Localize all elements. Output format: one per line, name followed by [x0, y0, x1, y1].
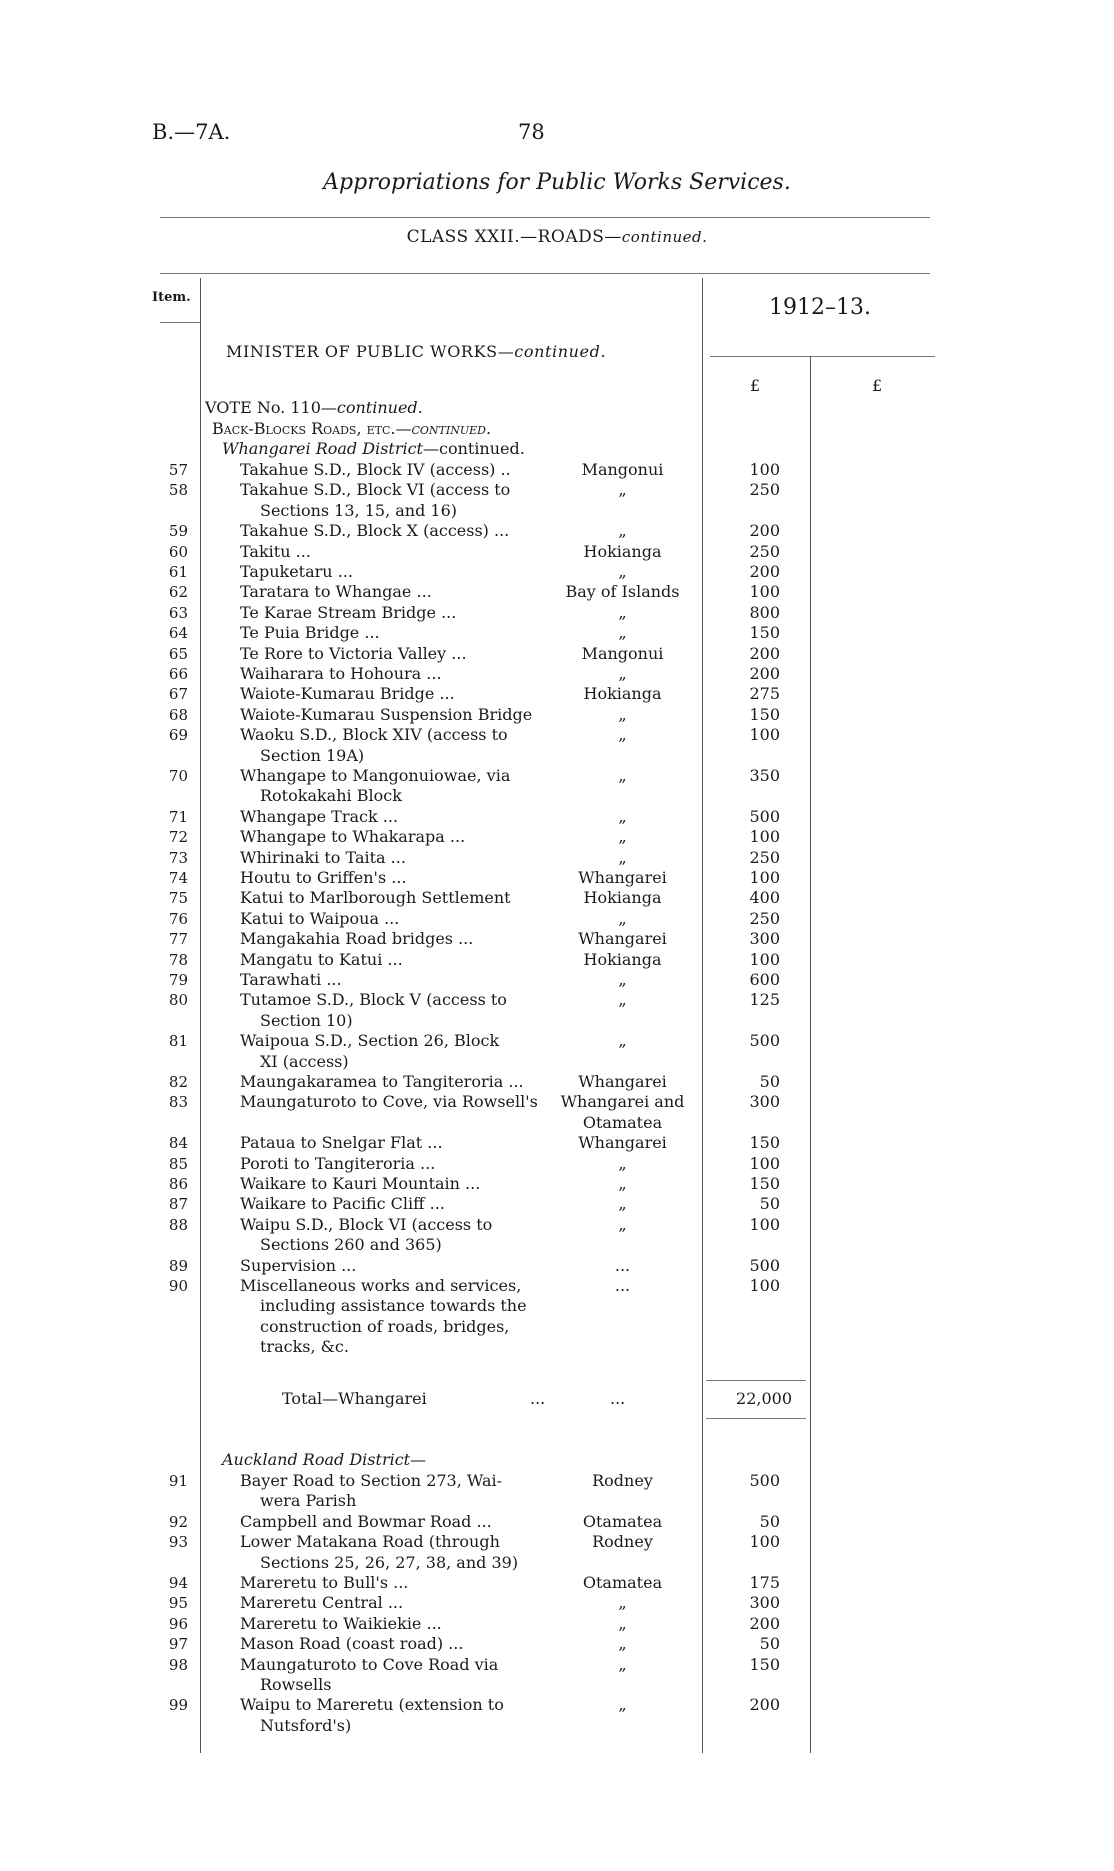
item-amount: 200 — [749, 643, 780, 663]
item-description: Pataua to Snelgar Flat ... — [240, 1133, 443, 1153]
item-amount: 150 — [749, 704, 780, 724]
item-amount: 500 — [749, 806, 780, 826]
table-row — [0, 562, 1114, 582]
item-description: Tutamoe S.D., Block V (access to — [240, 990, 507, 1010]
table-row — [0, 521, 1114, 541]
electoral-district: Hokianga — [583, 949, 662, 969]
item-number: 73 — [168, 848, 188, 867]
electoral-district: Otamatea — [582, 1573, 663, 1592]
electoral-district: „ — [618, 806, 627, 826]
whangarei-heading-cont: —continued. — [422, 439, 525, 458]
total-dots-1: ... — [530, 1389, 546, 1408]
item-description: Takahue S.D., Block VI (access to — [240, 480, 511, 500]
item-description-cont: Nutsford's) — [260, 1715, 352, 1735]
table-row — [0, 766, 1114, 806]
item-number: 71 — [168, 807, 188, 826]
item-description: Lower Matakana Road (through — [240, 1532, 500, 1552]
auckland-heading: Auckland Road District— — [222, 1450, 427, 1469]
table-row — [0, 807, 1114, 827]
item-description: Whirinaki to Taita ... — [240, 847, 406, 867]
item-description-cont: wera Parish — [260, 1491, 357, 1511]
table-row — [0, 1133, 1114, 1153]
item-number: 89 — [168, 1256, 188, 1275]
electoral-district: „ — [618, 1194, 627, 1214]
table-row — [0, 664, 1114, 684]
item-number: 79 — [168, 971, 188, 989]
item-number: 60 — [168, 542, 188, 561]
electoral-district: „ — [618, 664, 627, 683]
item-description-cont: Rowsells — [260, 1674, 332, 1694]
pound-symbol-col1: £ — [750, 376, 761, 395]
item-description: Mangatu to Katui ... — [240, 949, 403, 969]
item-number: 81 — [168, 1032, 188, 1051]
table-row — [0, 542, 1114, 562]
item-description: Katui to Marlborough Settlement — [240, 888, 511, 908]
item-amount: 350 — [749, 766, 780, 785]
item-description: Waipu S.D., Block VI (access to — [240, 1214, 493, 1234]
table-row — [0, 684, 1114, 704]
item-amount: 300 — [749, 1092, 780, 1112]
item-description: Campbell and Bowmar Road ... — [240, 1511, 492, 1531]
item-description: Whangape to Mangonuiowae, via — [240, 766, 511, 785]
item-description: Katui to Waipoua ... — [240, 908, 400, 928]
electoral-district: „ — [618, 1214, 627, 1234]
item-description: Tapuketaru ... — [240, 562, 353, 581]
item-number: 68 — [168, 705, 188, 724]
electoral-district: Mangonui — [581, 643, 664, 663]
item-amount: 800 — [749, 602, 780, 622]
item-amount: 500 — [749, 1031, 780, 1051]
item-amount: 275 — [749, 684, 780, 704]
electoral-district: „ — [618, 908, 627, 928]
electoral-district: Hokianga — [583, 684, 662, 704]
class-heading-text: CLASS XXII.—ROADS— — [406, 227, 622, 247]
item-description-cont: construction of roads, bridges, — [260, 1316, 510, 1336]
item-amount: 200 — [749, 562, 780, 581]
item-amount: 100 — [749, 460, 780, 479]
item-amount: 250 — [749, 541, 780, 561]
year-column-header: 1912–13. — [769, 295, 871, 320]
electoral-district: ... — [614, 1255, 631, 1275]
item-number: 96 — [168, 1614, 188, 1633]
minister-heading — [226, 342, 606, 361]
table-row — [0, 1092, 1114, 1132]
electoral-district: „ — [618, 725, 627, 745]
electoral-district: „ — [618, 766, 627, 785]
item-description-cont: tracks, &c. — [260, 1337, 349, 1357]
table-row — [0, 1512, 1114, 1532]
item-amount: 250 — [749, 908, 780, 928]
electoral-district: ... — [614, 1276, 631, 1295]
table-row — [0, 990, 1114, 1030]
table-row — [0, 1072, 1114, 1092]
table-row — [0, 1194, 1114, 1214]
table-row — [0, 623, 1114, 643]
table-row — [0, 644, 1114, 664]
item-description: Waipoua S.D., Section 26, Block — [240, 1031, 500, 1051]
item-number: 64 — [168, 624, 188, 643]
item-amount: 100 — [749, 1276, 780, 1295]
item-amount: 100 — [749, 827, 780, 847]
electoral-district: Whangarei — [578, 1133, 667, 1153]
header-rule — [160, 273, 930, 274]
electoral-district: „ — [618, 827, 627, 847]
table-row — [0, 582, 1114, 602]
electoral-district: „ — [618, 623, 627, 643]
item-description-cont: including assistance towards the — [260, 1296, 527, 1316]
electoral-district: „ — [618, 1593, 627, 1613]
item-number: 70 — [168, 767, 188, 785]
item-number: 74 — [168, 869, 188, 887]
total-rule-bottom — [706, 1418, 806, 1419]
title-rule — [160, 217, 930, 218]
item-amount: 175 — [749, 1573, 780, 1592]
item-amount: 300 — [749, 1593, 780, 1613]
item-amount: 400 — [749, 888, 780, 908]
table-row — [0, 1276, 1114, 1357]
item-amount: 200 — [749, 521, 780, 541]
table-row — [0, 848, 1114, 868]
vote-heading — [205, 398, 423, 417]
item-description: Mareretu Central ... — [240, 1593, 404, 1613]
item-number: 65 — [168, 644, 188, 663]
table-row — [0, 1214, 1114, 1255]
item-description: Waipu to Mareretu (extension to — [240, 1695, 504, 1715]
item-description: Bayer Road to Section 273, Wai- — [240, 1471, 503, 1490]
item-header-underline — [160, 322, 200, 323]
item-number: 67 — [168, 685, 188, 704]
item-number: 80 — [168, 991, 188, 1010]
item-number: 93 — [168, 1533, 188, 1552]
pound-symbol-col2: £ — [872, 376, 883, 395]
table-row — [0, 827, 1114, 847]
item-amount: 100 — [749, 725, 780, 745]
item-description-cont: XI (access) — [260, 1051, 349, 1071]
electoral-district: Otamatea — [582, 1511, 663, 1531]
item-number: 76 — [168, 909, 188, 928]
item-description: Te Puia Bridge ... — [240, 623, 380, 643]
item-description: Maungaturoto to Cove Road via — [240, 1654, 499, 1674]
item-description: Waiote-Kumarau Bridge ... — [240, 684, 455, 704]
item-description: Waikare to Kauri Mountain ... — [240, 1174, 481, 1193]
item-description: Houtu to Griffen's ... — [240, 868, 407, 887]
item-description: Taratara to Whangae ... — [240, 582, 432, 602]
item-number: 97 — [168, 1635, 188, 1654]
item-description: Te Rore to Victoria Valley ... — [240, 643, 467, 663]
item-description: Tarawhati ... — [240, 970, 342, 989]
item-number: 91 — [168, 1472, 188, 1490]
total-dots-2: ... — [610, 1389, 626, 1408]
item-amount: 100 — [749, 582, 780, 602]
item-number: 85 — [168, 1154, 188, 1173]
item-number: 61 — [168, 563, 188, 581]
table-row — [0, 1654, 1114, 1694]
vote-text: VOTE No. 110— — [205, 398, 337, 417]
electoral-district: „ — [618, 1031, 627, 1051]
item-description: Te Karae Stream Bridge ... — [240, 602, 457, 622]
minister-cont: continued. — [514, 342, 607, 361]
electoral-district: Whangarei — [578, 1072, 667, 1091]
class-heading — [0, 227, 1114, 247]
item-number: 63 — [168, 603, 188, 622]
table-row — [0, 929, 1114, 949]
item-amount: 100 — [749, 1153, 780, 1173]
item-description: Supervision ... — [240, 1255, 357, 1275]
item-number: 98 — [168, 1655, 188, 1674]
item-number: 86 — [168, 1175, 188, 1193]
table-row — [0, 1573, 1114, 1593]
electoral-district: „ — [618, 602, 627, 622]
item-amount: 50 — [759, 1634, 780, 1654]
item-description: Waiharara to Hohoura ... — [240, 664, 442, 683]
electoral-district: „ — [618, 847, 627, 867]
class-heading-cont: continued. — [621, 228, 708, 246]
item-number: 72 — [168, 828, 188, 847]
item-amount: 200 — [749, 664, 780, 683]
year-header-rule — [710, 356, 935, 357]
item-column-header: Item. — [152, 290, 191, 305]
item-amount: 600 — [749, 970, 780, 989]
item-description-cont: Section 10) — [260, 1010, 353, 1030]
item-description: Mangakahia Road bridges ... — [240, 929, 474, 949]
item-amount: 100 — [749, 949, 780, 969]
item-description: Miscellaneous works and services, — [240, 1276, 522, 1295]
backblocks-cont: continued. — [411, 419, 492, 438]
item-number: 69 — [168, 726, 188, 745]
electoral-district: Rodney — [592, 1471, 653, 1490]
item-number: 95 — [168, 1594, 188, 1613]
electoral-district: „ — [618, 1153, 627, 1173]
table-row — [0, 868, 1114, 888]
item-description-cont: Sections 13, 15, and 16) — [260, 500, 458, 520]
electoral-district: Mangonui — [581, 460, 664, 479]
item-amount: 100 — [749, 1532, 780, 1552]
item-number: 88 — [168, 1215, 188, 1234]
backblocks-heading — [212, 419, 491, 438]
item-amount: 150 — [749, 623, 780, 643]
electoral-district: „ — [618, 1695, 627, 1715]
electoral-district: „ — [618, 1634, 627, 1654]
item-amount: 150 — [749, 1654, 780, 1674]
electoral-district: Hokianga — [583, 541, 662, 561]
item-number: 77 — [168, 930, 188, 949]
item-number: 99 — [168, 1696, 188, 1715]
item-amount: 250 — [749, 847, 780, 867]
item-description: Takahue S.D., Block X (access) ... — [240, 521, 510, 541]
item-amount: 100 — [749, 868, 780, 887]
minister-text: MINISTER OF PUBLIC WORKS— — [226, 342, 515, 361]
item-description: Whangape to Whakarapa ... — [240, 827, 466, 847]
electoral-district: „ — [618, 704, 627, 724]
item-description: Whangape Track ... — [240, 806, 399, 826]
item-description-cont: Rotokakahi Block — [260, 786, 402, 806]
item-description: Maungakaramea to Tangiteroria ... — [240, 1072, 524, 1091]
table-row — [0, 603, 1114, 623]
total-rule-top — [706, 1380, 806, 1381]
item-number: 90 — [168, 1277, 188, 1295]
item-description-cont: Section 19A) — [260, 745, 365, 765]
item-amount: 150 — [749, 1174, 780, 1193]
table-row — [0, 950, 1114, 970]
item-number: 87 — [168, 1195, 188, 1214]
item-amount: 250 — [749, 480, 780, 500]
table-row — [0, 970, 1114, 990]
item-number: 57 — [168, 461, 188, 479]
item-amount: 300 — [749, 929, 780, 949]
item-description: Waikare to Pacific Cliff ... — [240, 1194, 445, 1214]
item-description: Mareretu to Waikiekie ... — [240, 1613, 442, 1633]
electoral-district: „ — [618, 562, 627, 581]
electoral-district: „ — [618, 480, 627, 500]
table-row — [0, 1593, 1114, 1613]
item-number: 75 — [168, 889, 188, 908]
item-amount: 200 — [749, 1613, 780, 1633]
total-label: Total—Whangarei — [282, 1389, 427, 1408]
electoral-district-cont: Otamatea — [582, 1112, 663, 1132]
item-number: 84 — [168, 1134, 188, 1153]
item-amount: 50 — [759, 1511, 780, 1531]
item-amount: 50 — [759, 1072, 780, 1091]
whangarei-heading-text: Whangarei Road District — [222, 439, 423, 458]
item-number: 82 — [168, 1073, 188, 1091]
table-row — [0, 1695, 1114, 1735]
total-amount: 22,000 — [736, 1389, 792, 1408]
page-number: 78 — [518, 120, 545, 144]
table-row — [0, 1174, 1114, 1194]
item-number: 83 — [168, 1093, 188, 1112]
item-number: 78 — [168, 950, 188, 969]
item-number: 94 — [168, 1574, 188, 1592]
table-row — [0, 1634, 1114, 1654]
item-amount: 500 — [749, 1255, 780, 1275]
electoral-district: Whangarei and — [560, 1092, 685, 1112]
electoral-district: „ — [618, 521, 627, 541]
table-row — [0, 705, 1114, 725]
item-description: Maungaturoto to Cove, via Rowsell's — [240, 1092, 538, 1112]
item-number: 66 — [168, 665, 188, 683]
electoral-district: Bay of Islands — [565, 582, 680, 602]
electoral-district: „ — [618, 1174, 627, 1193]
electoral-district: Rodney — [592, 1532, 653, 1552]
item-amount: 150 — [749, 1133, 780, 1153]
item-number: 62 — [168, 583, 188, 602]
electoral-district: „ — [618, 990, 627, 1010]
item-amount: 100 — [749, 1214, 780, 1234]
table-row — [0, 725, 1114, 765]
electoral-district: Whangarei — [578, 929, 667, 949]
item-number: 59 — [168, 522, 188, 541]
electoral-district: Whangarei — [578, 868, 667, 887]
item-amount: 200 — [749, 1695, 780, 1715]
item-description: Takahue S.D., Block IV (access) .. — [240, 460, 511, 479]
electoral-district: „ — [618, 970, 627, 989]
table-row — [0, 460, 1114, 480]
electoral-district: „ — [618, 1654, 627, 1674]
table-row — [0, 1031, 1114, 1071]
table-row — [0, 1256, 1114, 1276]
table-row — [0, 1471, 1114, 1511]
table-row — [0, 888, 1114, 908]
table-row — [0, 1532, 1114, 1572]
page-title: Appropriations for Public Works Services. — [323, 170, 791, 195]
document-reference: B.—7A. — [152, 120, 231, 144]
item-number: 92 — [168, 1512, 188, 1531]
item-description: Takitu ... — [240, 541, 311, 561]
table-row — [0, 1614, 1114, 1634]
item-description: Poroti to Tangiteroria ... — [240, 1153, 436, 1173]
table-row — [0, 1154, 1114, 1174]
table-row — [0, 480, 1114, 520]
item-description-cont: Sections 25, 26, 27, 38, and 39) — [260, 1552, 519, 1572]
item-description-cont: Sections 260 and 365) — [260, 1235, 442, 1255]
item-amount: 125 — [749, 990, 780, 1010]
item-description: Waiote-Kumarau Suspension Bridge — [240, 704, 533, 724]
table-row — [0, 909, 1114, 929]
electoral-district: Hokianga — [583, 888, 662, 908]
electoral-district: „ — [618, 1613, 627, 1633]
backblocks-text: Back-Blocks Roads, etc.— — [212, 419, 412, 438]
item-amount: 50 — [759, 1194, 780, 1214]
item-description: Mason Road (coast road) ... — [240, 1634, 464, 1654]
item-number: 58 — [168, 481, 188, 500]
vote-cont: continued. — [336, 398, 423, 417]
item-amount: 500 — [749, 1471, 780, 1490]
item-description: Waoku S.D., Block XIV (access to — [240, 725, 508, 745]
whangarei-heading — [222, 439, 525, 458]
item-description: Mareretu to Bull's ... — [240, 1573, 409, 1592]
